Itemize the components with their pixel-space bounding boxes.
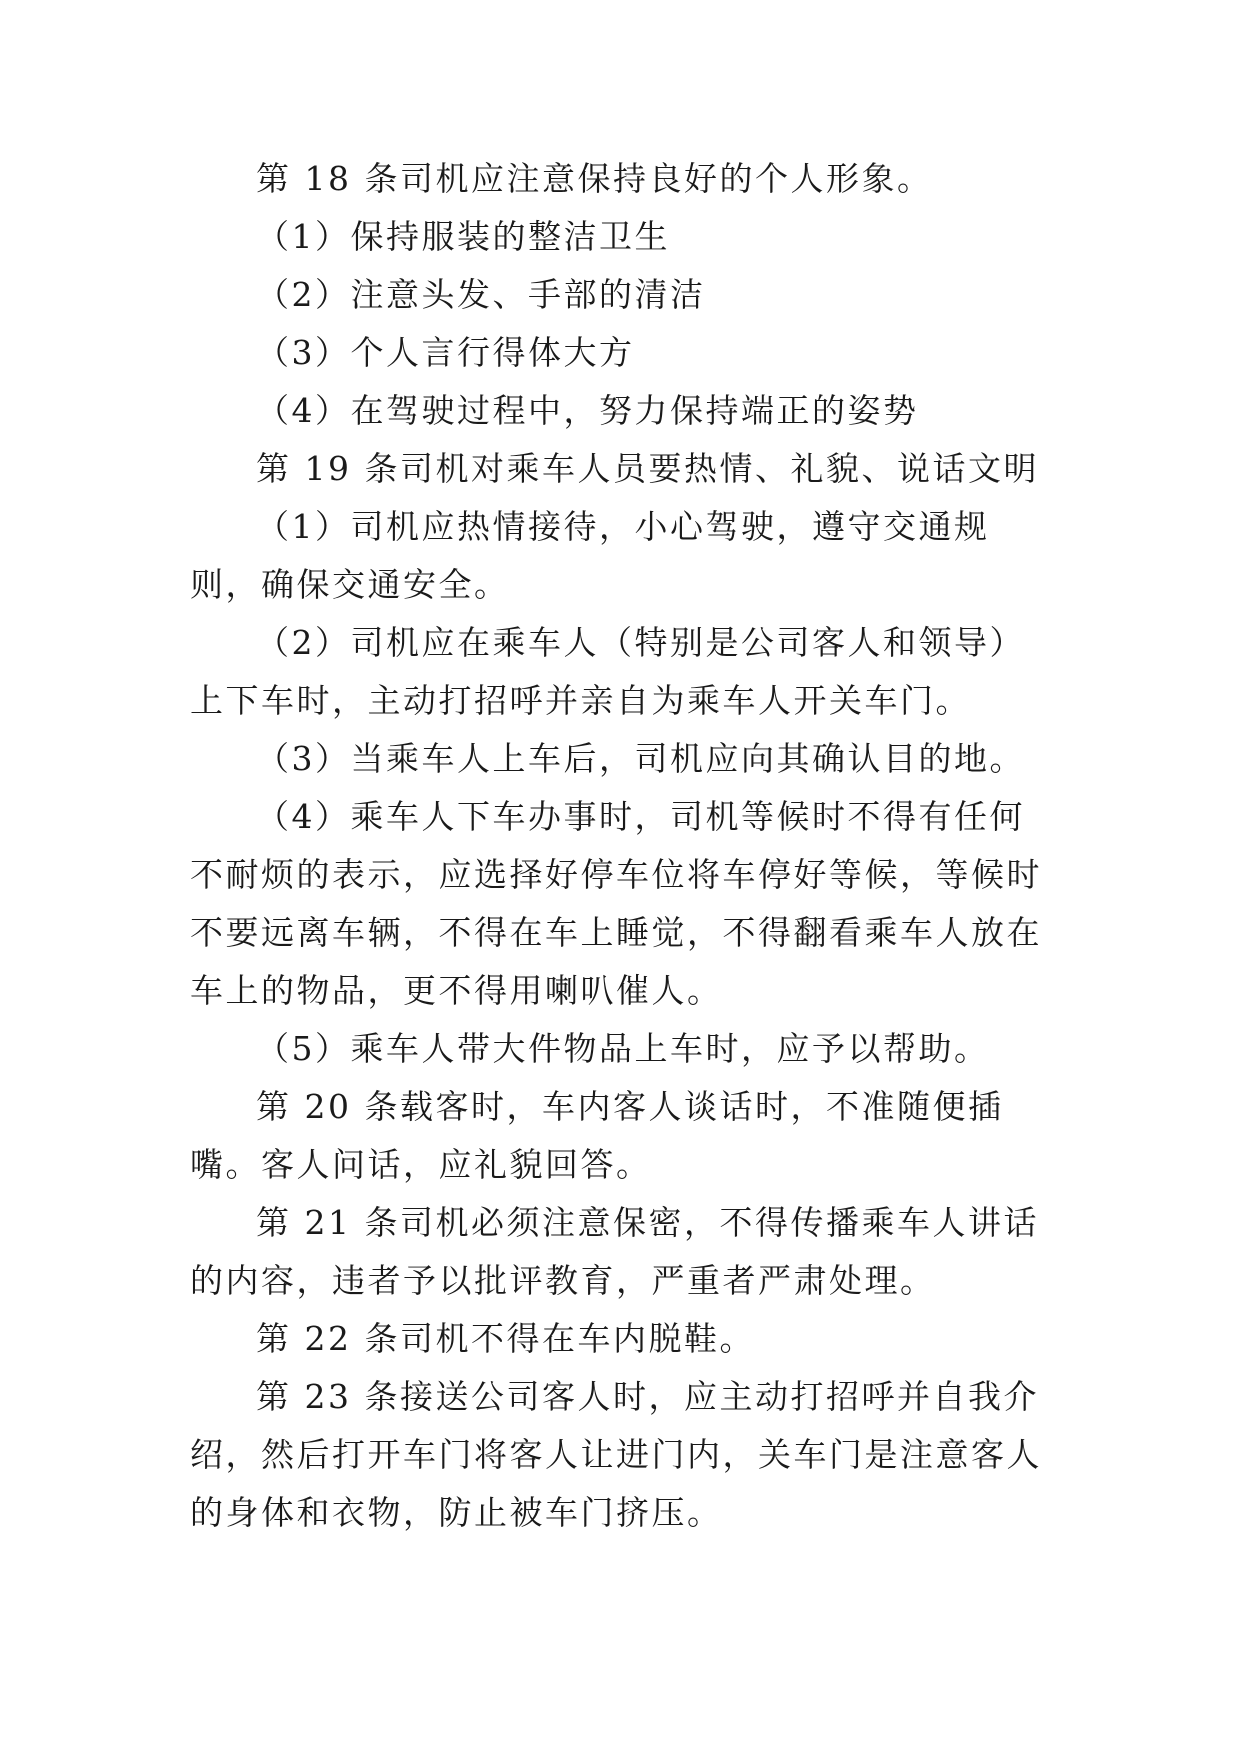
article-18-item-4: （4）在驾驶过程中，努力保持端正的姿势 [256,391,919,430]
document-page [190,150,1050,1542]
article-18-item-2: （2）注意头发、手部的清洁 [256,275,706,314]
article-19-item-3: （3）当乘车人上车后，司机应向其确认目的地。 [256,739,1025,778]
article-18-item-3: （3）个人言行得体大方 [256,333,635,372]
article-19-item-4: （4）乘车人下车办事时，司机等候时不得有任何不耐烦的表示，应选择好停车位将车停好等候，等候时不要远离车辆，不得在车上睡觉，不得翻看乘车人放在车上的物品，更不得用喇叭催人。 [190,797,1042,1010]
article-19-item-1: （1）司机应热情接待，小心驾驶，遵守交通规则，确保交通安全。 [190,507,990,604]
article-23: 第 23 条接送公司客人时，应主动打招呼并自我介绍，然后打开车门将客人让进门内，关车门是注意客人的身体和衣物，防止被车门挤压。 [190,1377,1042,1532]
article-18-item-1: （1）保持服装的整洁卫生 [256,217,670,256]
article-21: 第 21 条司机必须注意保密，不得传播乘车人讲话的内容，违者予以批评教育，严重者严肃处理。 [190,1203,1039,1300]
article-18: 第 18 条司机应注意保持良好的个人形象。 [256,159,933,198]
article-19-item-2: （2）司机应在乘车人（特别是公司客人和领导）上下车时，主动打招呼并亲自为乘车人开关车门。 [190,623,1025,720]
article-22: 第 22 条司机不得在车内脱鞋。 [256,1319,755,1358]
article-19: 第 19 条司机对乘车人员要热情、礼貌、说话文明 [256,449,1039,488]
article-20: 第 20 条载客时，车内客人谈话时，不准随便插嘴。客人问话，应礼貌回答。 [190,1087,1004,1184]
article-19-item-5: （5）乘车人带大件物品上车时，应予以帮助。 [256,1029,990,1068]
